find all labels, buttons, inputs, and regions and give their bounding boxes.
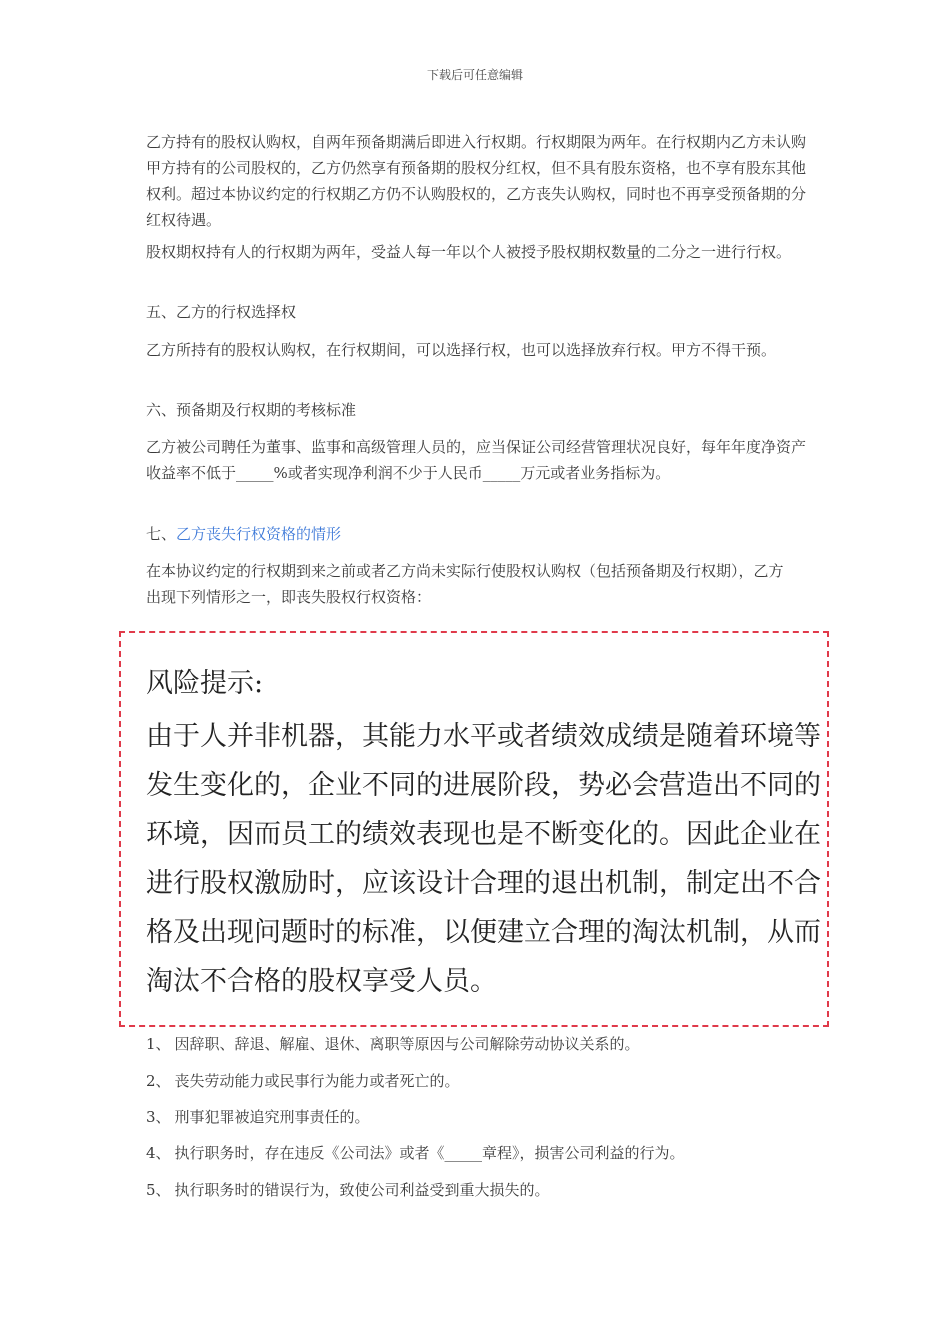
heading-section-7	[146, 521, 806, 547]
list-item	[146, 1033, 640, 1055]
list-item-number: 1、	[146, 1035, 171, 1053]
risk-warning-title: 风险提示:	[146, 668, 264, 699]
list-item	[146, 1142, 685, 1164]
list-item-text: 执行职务时的错误行为，致使公司利益受到重大损失的。	[174, 1181, 550, 1199]
list-item-number: 2、	[146, 1072, 171, 1090]
paragraph-assessment-standard: 乙方被公司聘任为董事、监事和高级管理人员的，应当保证公司经营管理状况良好，每年年度净资产收益率不低于_____%或者实现净利润不少于人民币_____万元或者业务指标为。	[146, 438, 807, 482]
heading-section-7-link[interactable]: 乙方丧失行权资格的情形	[176, 525, 342, 543]
heading-section-5: 五、乙方的行权选择权	[146, 303, 297, 321]
list-item	[146, 1070, 460, 1092]
list-item-number: 4、	[146, 1144, 171, 1162]
risk-warning-text: 由于人并非机器，其能力水平或者绩效成绩是随着环境等发生变化的，企业不同的进展阶段，势必会营造出不同的环境，因而员工的绩效表现也是不断变化的。因此企业在进行股权激励时，应该设计合理的退出机制，制定出不合格及出现问题时的标准，以便建立合理的淘汰机制，从而淘汰不合格的股权享受人员。	[146, 721, 821, 997]
paragraph-exercise-schedule: 股权期权持有人的行权期为两年，受益人每一年以个人被授予股权期权数量的二分之一进行行权。	[146, 243, 792, 261]
heading-section-6: 六、预备期及行权期的考核标准	[146, 401, 357, 419]
paragraph-loss-conditions: 在本协议约定的行权期到来之前或者乙方尚未实际行使股权认购权（包括预备期及行权期），乙方出现下列情形之一，即丧失股权行权资格：	[146, 562, 784, 606]
list-item-text: 执行职务时，存在违反《公司法》或者《_____章程》，损害公司利益的行为。	[174, 1144, 685, 1162]
list-item	[146, 1106, 370, 1128]
list-item-text: 丧失劳动能力或民事行为能力或者死亡的。	[174, 1072, 460, 1090]
list-item-text: 因辞职、辞退、解雇、退休、离职等原因与公司解除劳动协议关系的。	[174, 1035, 640, 1053]
list-item-number: 3、	[146, 1108, 171, 1126]
paragraph-exercise-choice: 乙方所持有的股权认购权，在行权期间，可以选择行权，也可以选择放弃行权。甲方不得干预。	[146, 341, 777, 359]
heading-section-7-prefix: 七、	[146, 525, 177, 543]
list-item-number: 5、	[146, 1181, 171, 1199]
list-item-text: 刑事犯罪被追究刑事责任的。	[174, 1108, 370, 1126]
page-header: 下载后可任意编辑	[426, 68, 523, 82]
list-item	[146, 1179, 550, 1201]
paragraph-exercise-period: 乙方持有的股权认购权，自两年预备期满后即进入行权期。行权期限为两年。在行权期内乙方未认购甲方持有的公司股权的，乙方仍然享有预备期的股权分红权，但不具有股东资格，也不享有股东其他权利。超过本协议约定的行权期乙方仍不认购股权的，乙方丧失认购权，同时也不再享受预备期的分红权待遇。	[146, 133, 807, 229]
